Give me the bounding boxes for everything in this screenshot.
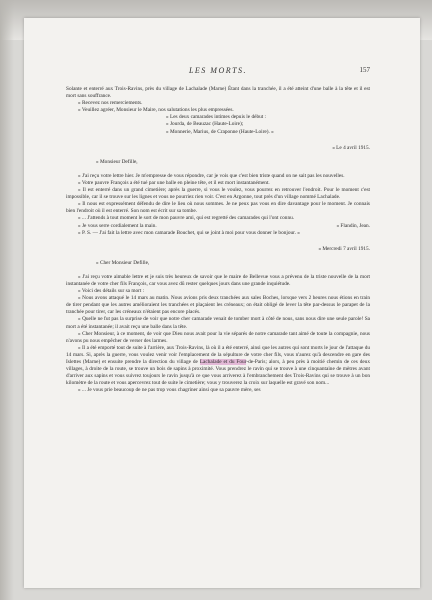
paragraph: » Il est enterré dans un grand cimetière; après la guerre, si vous le voulez, vous pourrez en retrouver l'endroit. Pour le moment c'est impossible, car il se trouve sur les lignes et vous ne pourriez rien voir. C'est en Argonne, tout près d'un village nommé Lachalade. <box>66 187 370 201</box>
scan-left-shadow <box>0 0 14 600</box>
signature: » Flandin, Jean. <box>336 222 370 229</box>
paragraph: » Quelle ne fut pas la surprise de voir que notre cher camarade venait de tomber mort à côté de nous, sans nous dire une seule parole! Sa mort a été instantanée; il avait reçu une balle dans la tête. <box>66 316 370 330</box>
paragraph: » J'ai reçu votre aimable lettre et je suis très heureux de savoir que le maire de Bellevue vous a prévenu de la triste nouvelle de la mort instantanée de votre cher fils François, car vous avez dû rester quelques jours dans une grande inquiétude. <box>66 273 370 287</box>
text-run: -de-Paris; alors, à peu près à moitié chemin de ces deux villages, à droite de la route, se trouve un bois de sapins à proximité. Vous prendrez le ravin qui se trouve à une cinquantaine de mètres avant d'arriver aux sapins et vous suivrez toujours le ravin jusqu'à ce que vous arriverez à l'embranchement des Trois-Ravins qui se trouve à un bon kilomètre de la route et vous apercevrez tout de suite le cimetière; vous y trouverez la croix sur laquelle est gravé son nom... <box>66 359 370 387</box>
postscript: » P. S. — J'ai fait la lettre avec mon camarade Bouchet, qui se joint à moi pour vous donner le bonjour. » <box>78 229 300 236</box>
paragraph: » Il nous est expressément défendu de dire le lieu où nous sommes. Je ne peux pas vous en dire davantage pour le moment. Je connais bien l'endroit où il est enterré. Son nom est écrit sur sa tombe. <box>66 201 370 215</box>
paragraph: » Votre pauvre François a été tué par une balle en pleine tête, et il est mort instantanément. <box>78 179 270 186</box>
signature: » Jourda, de Beauzac (Haute-Loire); <box>166 121 244 128</box>
chapter-title: LES MORTS. <box>188 66 248 75</box>
letter-salutation: » Cher Monsieur Defille, <box>96 259 150 266</box>
closing: » Je vous serre cordialement la main. <box>78 222 157 229</box>
letter-3 <box>66 246 370 395</box>
letter-salutation: » Monsieur Defille, <box>96 158 138 165</box>
paragraph: » Voici des détails sur sa mort : <box>78 288 145 295</box>
paragraph <box>66 223 370 230</box>
paragraph: » J'ai reçu votre lettre hier. Je m'empresse de vous répondre, car je vois que c'est bien triste quand on ne sait pas les nouvelles. <box>78 172 345 179</box>
letter-date: « Le 4 avril 1915. <box>332 144 370 151</box>
running-header <box>66 66 370 78</box>
paragraph: » Recevez nos remerciements. <box>78 100 143 107</box>
letter-1 <box>66 86 370 136</box>
paragraph: » Veuillez agréer, Monsieur le Maire, nos salutations les plus empressées. <box>78 107 234 114</box>
highlighted-text: Lachalade et du Four <box>199 359 247 365</box>
paragraph: » ... J'attends à tout moment le sort de mon pauvre ami, qui est regretté des camarades qui l'ont connu. <box>78 215 295 222</box>
letter-2 <box>66 145 370 237</box>
paragraph: » Nous avons attaqué le 14 mars au matin. Nous avions pris deux tranchées aux sales Boches, lorsque vers 2 heures nous étions en train de tirer pendant que les autres amélioraient les tranchées et plaçaient les créneaux; on était obligé de lever la tête par-dessus le parapet de la tranchée pour tirer, car les créneaux n'étaient pas encore placés. <box>66 295 370 316</box>
signature-intro: » Les deux camarades intimes depuis le début : <box>166 114 267 121</box>
paragraph: Solante et enterré aux Trois-Ravins, près du village de Lachalade (Marne) Étant dans la tranchée, il a été atteint d'une balle à la tête et il est mort sans souffrance. <box>66 86 370 100</box>
signature: » Monnerie, Marius, de Craponne (Haute-Loire). » <box>166 128 274 135</box>
paragraph: » ... Je vous prie beaucoup de ne pas trop vous chagriner ainsi que sa pauvre mère, ses <box>78 387 261 394</box>
page-number: 157 <box>359 66 370 74</box>
letter-date: « Mercredi 7 avril 1915. <box>318 245 370 252</box>
page-body <box>66 86 370 394</box>
paragraph: » Cher Monsieur, à ce moment, de voir que Dieu nous avait pour la vie séparés de notre camarade tant aimé de toute la compagnie, nous n'avons pu nous empêcher de verser des larmes. <box>66 330 370 344</box>
text-run: » Il a été emporté tout de suite à l'arrière, aux Trois-Ravins, là où il a été enterré, ainsi que les autres qui sont morts le jour de l'attaque du 14 mars. Si, après la guerre, vous voulez venir voir l'emplacement de la sépulture de votre cher fils, vous n'aurez qu'à descendre en gare des Islettes (Marne) et ensuite prendre la direction du village de <box>66 344 370 365</box>
paragraph <box>66 345 370 388</box>
